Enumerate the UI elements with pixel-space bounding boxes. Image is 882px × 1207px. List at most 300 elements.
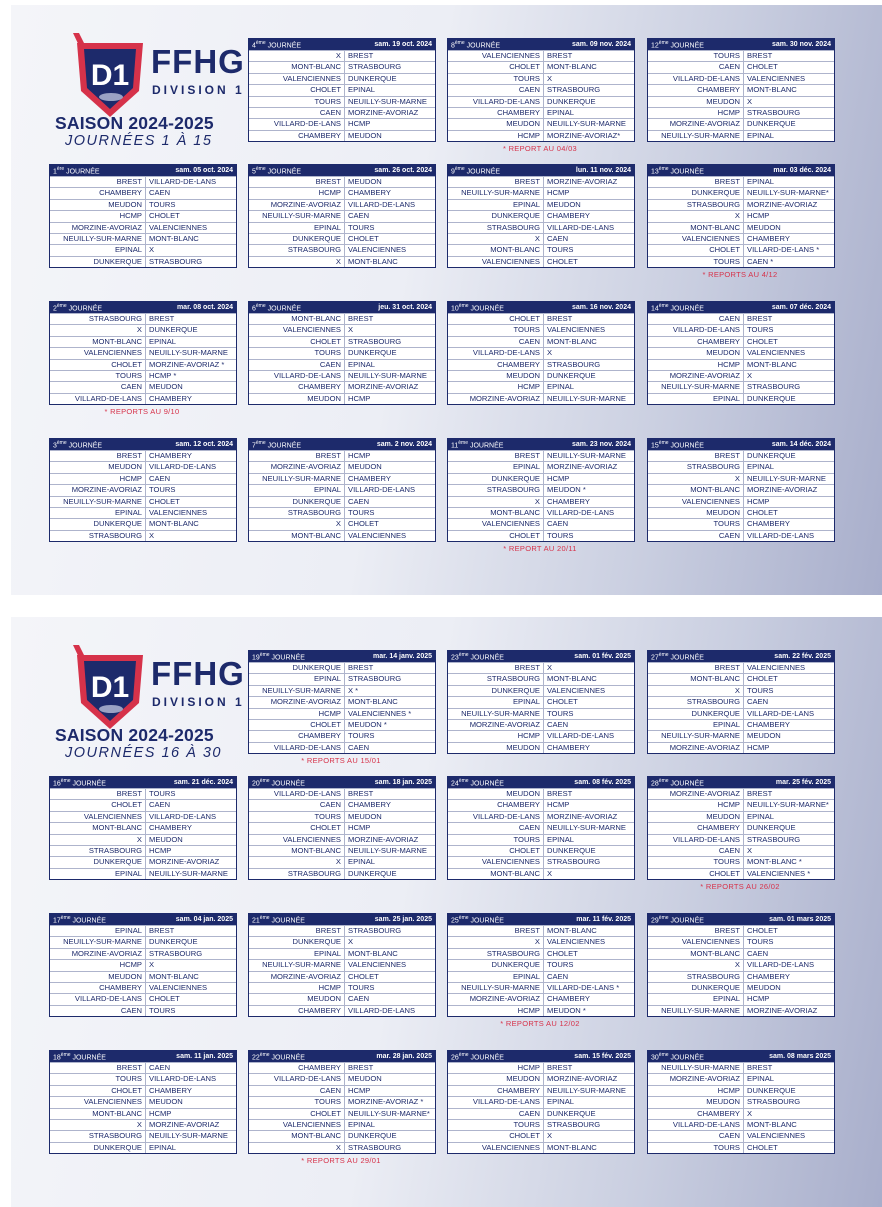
away-team: TOURS [149, 199, 176, 209]
home-team: CHAMBERY [249, 731, 345, 741]
away-team: VALENCIENNES * [747, 868, 811, 878]
matchday-header [50, 165, 236, 176]
season-title: SAISON 2024-2025 [55, 113, 214, 133]
away-team: STRASBOURG [348, 62, 402, 72]
matchday-date: mar. 08 oct. 2024 [176, 304, 233, 311]
match-row [648, 199, 834, 210]
home-team: BREST [448, 451, 544, 461]
home-team: MORZINE-AVORIAZ [448, 994, 544, 1004]
matchday-header [648, 439, 834, 450]
home-team: EPINAL [648, 394, 744, 404]
match-row [50, 507, 236, 518]
away-team: CHAMBERY [547, 742, 590, 752]
away-team: MONT-BLANC [149, 233, 199, 243]
matchday-date: sam. 26 oct. 2024 [374, 167, 432, 174]
home-team: VILLARD-DE-LANS [249, 371, 345, 381]
journee-label: JOURNÉE [468, 442, 504, 450]
home-team: TOURS [448, 325, 544, 335]
match-row [448, 1096, 634, 1107]
match-row [648, 130, 834, 141]
away-team: NEUILLY-SUR-MARNE [747, 473, 826, 483]
away-team: VALENCIENNES [149, 982, 208, 992]
match-row [448, 313, 634, 324]
match-row [50, 1005, 236, 1016]
matchday-header [50, 914, 236, 925]
home-team: MEUDON [448, 119, 544, 129]
match-row [249, 730, 435, 741]
match-row [648, 256, 834, 267]
away-team: CAEN [348, 211, 370, 221]
match-row [648, 834, 834, 845]
away-team: TOURS [747, 937, 774, 947]
home-team: STRASBOURG [50, 314, 146, 324]
away-team: DUNKERQUE [547, 845, 596, 855]
match-row [249, 50, 435, 61]
match-row [448, 799, 634, 810]
season-title: SAISON 2024-2025 [55, 725, 214, 745]
matchday-card-2 [49, 301, 237, 405]
home-team: BREST [648, 177, 744, 187]
matchday-date: sam. 04 jan. 2025 [175, 916, 233, 923]
ordinal-suffix: ème [255, 39, 266, 46]
home-team: DUNKERQUE [50, 519, 146, 529]
match-row [448, 696, 634, 707]
match-row [249, 84, 435, 95]
away-team: TOURS [547, 960, 574, 970]
match-row [448, 673, 634, 684]
away-team: VALENCIENNES * [348, 708, 412, 718]
away-team: HCMP [547, 188, 570, 198]
journee-label: JOURNÉE [668, 917, 704, 925]
matchday-header [50, 439, 236, 450]
match-row [448, 708, 634, 719]
match-row [249, 244, 435, 255]
home-team: MORZINE-AVORIAZ [648, 119, 744, 129]
away-team: CHAMBERY [747, 719, 790, 729]
home-team: VILLARD-DE-LANS [448, 348, 544, 358]
matchday-card-10 [447, 301, 635, 405]
match-row [648, 993, 834, 1004]
match-row [249, 1119, 435, 1130]
matchday-date: sam. 2 nov. 2024 [376, 441, 432, 448]
match-row [648, 473, 834, 484]
away-team: CHOLET [348, 519, 379, 529]
away-team: VILLARD-DE-LANS [747, 960, 815, 970]
match-row [448, 685, 634, 696]
match-row [50, 381, 236, 392]
matchday-card-28 [647, 776, 835, 880]
away-team: DUNKERQUE [348, 73, 397, 83]
away-team: MORZINE-AVORIAZ [547, 177, 618, 186]
ordinal-suffix: ème [454, 165, 465, 172]
match-row [50, 1062, 236, 1073]
matchday-card-26 [447, 1050, 635, 1154]
schedule-sheet-1 [11, 5, 882, 595]
away-team: BREST [348, 663, 374, 672]
home-team: BREST [249, 926, 345, 936]
away-team: CHAMBERY [149, 1085, 192, 1095]
matchday-header [249, 439, 435, 450]
home-team: CHOLET [249, 337, 345, 347]
matchday-header [249, 914, 435, 925]
journee-label: JOURNÉE [468, 917, 504, 925]
home-team: MORZINE-AVORIAZ [648, 1074, 744, 1084]
ordinal-suffix: ème [458, 914, 469, 921]
match-row [448, 73, 634, 84]
away-team: EPINAL [149, 1142, 177, 1152]
home-team: HCMP [648, 1086, 744, 1096]
match-row [448, 450, 634, 461]
home-team: NEUILLY-SUR-MARNE [249, 960, 345, 970]
match-row [448, 359, 634, 370]
away-team: EPINAL [747, 811, 775, 821]
schedule-sheet-2 [11, 617, 882, 1207]
match-row [50, 811, 236, 822]
away-team: MORZINE-AVORIAZ * [348, 1097, 424, 1107]
away-team: STRASBOURG [348, 336, 402, 346]
journee-label: JOURNÉE [668, 1054, 704, 1062]
matchday-num-value: 14 [651, 305, 659, 313]
away-team: HCMP [547, 473, 570, 483]
match-row [448, 993, 634, 1004]
away-team: X [547, 348, 553, 358]
matchday-card-30 [647, 1050, 835, 1154]
journee-label: JOURNÉE [668, 442, 704, 450]
match-row [648, 1096, 834, 1107]
away-team: VALENCIENNES [547, 325, 606, 335]
away-team: MONT-BLANC [348, 948, 398, 958]
journee-label: JOURNÉE [464, 42, 501, 50]
match-row [648, 1108, 834, 1119]
match-row [448, 1062, 634, 1073]
home-team: TOURS [50, 1074, 146, 1084]
match-row [448, 461, 634, 472]
journee-label: JOURNÉE [70, 780, 106, 788]
away-team: CAEN [348, 994, 370, 1004]
away-team: CHAMBERY [348, 800, 391, 810]
match-row [648, 685, 834, 696]
home-team: DUNKERQUE [249, 663, 345, 673]
home-team: X [50, 325, 146, 335]
home-team: CHAMBERY [249, 1063, 345, 1073]
match-row [648, 788, 834, 799]
away-team: MEUDON [348, 177, 382, 186]
match-row [648, 971, 834, 982]
home-team: MORZINE-AVORIAZ [249, 972, 345, 982]
away-team: STRASBOURG [547, 359, 601, 369]
match-row [249, 959, 435, 970]
match-row [648, 1085, 834, 1096]
match-row [50, 1108, 236, 1119]
matchday-num-value: 28 [651, 780, 659, 788]
match-row [249, 971, 435, 982]
away-team: DUNKERQUE [747, 1085, 796, 1095]
home-team: NEUILLY-SUR-MARNE [249, 686, 345, 696]
matchday-date: sam. 16 nov. 2024 [571, 304, 631, 311]
away-team: CHAMBERY [149, 393, 192, 403]
match-row [249, 496, 435, 507]
away-team: EPINAL [747, 1074, 775, 1084]
home-team: MEUDON [448, 371, 544, 381]
away-team: DUNKERQUE [547, 370, 596, 380]
match-row [448, 788, 634, 799]
home-team: STRASBOURG [648, 462, 744, 472]
matchday-header [648, 651, 834, 662]
home-team: EPINAL [448, 697, 544, 707]
matchday-date: jeu. 31 oct. 2024 [378, 304, 432, 311]
home-team: CHOLET [648, 869, 744, 879]
away-team: EPINAL [747, 462, 775, 472]
match-row [648, 84, 834, 95]
away-team: HCMP [348, 451, 371, 460]
matchday-number [451, 440, 503, 449]
match-row [50, 925, 236, 936]
journee-label: JOURNÉE [668, 305, 704, 313]
match-row [50, 256, 236, 267]
away-team: MONT-BLANC [149, 519, 199, 529]
journee-label: JOURNÉE [265, 42, 302, 50]
match-row [50, 370, 236, 381]
matchday-number [53, 303, 102, 312]
home-team: CAEN [249, 360, 345, 370]
away-team: MONT-BLANC [547, 1142, 597, 1152]
division-label: DIVISION 1 [152, 83, 245, 97]
match-row [648, 210, 834, 221]
away-team: TOURS [149, 485, 176, 495]
matchday-number [651, 440, 704, 449]
match-row [50, 233, 236, 244]
matchday-header [648, 1051, 834, 1062]
matchday-header [50, 302, 236, 313]
home-team: STRASBOURG [648, 200, 744, 210]
matchday-date: mar. 14 janv. 2025 [372, 653, 432, 660]
away-team: CAEN [149, 800, 171, 810]
journee-label: JOURNÉE [668, 780, 704, 788]
away-team: MORZINE-AVORIAZ [547, 811, 618, 821]
away-team: VILLARD-DE-LANS [149, 1074, 217, 1084]
away-team: BREST [547, 789, 573, 798]
away-team: MEUDON [348, 1074, 382, 1084]
match-row [448, 484, 634, 495]
away-team: NEUILLY-SUR-MARNE* [747, 800, 829, 810]
away-team: DUNKERQUE [149, 937, 198, 947]
matchday-date: mar. 03 déc. 2024 [773, 167, 831, 174]
home-team: CHAMBERY [249, 382, 345, 392]
away-team: VALENCIENNES [747, 73, 806, 83]
ordinal-suffix: ème [658, 914, 669, 921]
home-team: NEUILLY-SUR-MARNE [50, 937, 146, 947]
journee-label: JOURNÉE [269, 1054, 305, 1062]
home-team: MEUDON [648, 508, 744, 518]
ordinal-suffix: ème [658, 302, 669, 309]
matchday-header [648, 777, 834, 788]
home-team: BREST [50, 789, 146, 799]
away-team: VILLARD-DE-LANS [547, 507, 615, 517]
match-row [448, 936, 634, 947]
home-team: CAEN [249, 800, 345, 810]
home-team: MONT-BLANC [648, 949, 744, 959]
home-team: MONT-BLANC [448, 245, 544, 255]
away-team: EPINAL [547, 834, 575, 844]
matchday-card-1 [49, 164, 237, 268]
away-team: CHAMBERY [747, 233, 790, 243]
home-team: MONT-BLANC [249, 62, 345, 72]
away-team: BREST [747, 314, 773, 323]
home-team: DUNKERQUE [249, 937, 345, 947]
home-team: CHOLET [648, 245, 744, 255]
match-row [50, 936, 236, 947]
matchday-card-7 [248, 438, 436, 542]
home-team: CHOLET [249, 720, 345, 730]
home-team: CHOLET [448, 62, 544, 72]
matchday-card-17 [49, 913, 237, 1017]
match-row [648, 187, 834, 198]
match-row [50, 799, 236, 810]
away-team: MEUDON [348, 130, 382, 140]
home-team: MONT-BLANC [648, 223, 744, 233]
journee-label: JOURNÉE [265, 168, 302, 176]
matchday-card-19 [248, 650, 436, 754]
match-row [249, 708, 435, 719]
home-team: HCMP [648, 360, 744, 370]
away-team: VALENCIENNES [747, 663, 806, 672]
home-team: VALENCIENNES [50, 348, 146, 358]
ordinal-suffix: ème [56, 302, 67, 309]
brand-name: FFHG [151, 43, 245, 80]
match-row [648, 925, 834, 936]
away-team: EPINAL [547, 1097, 575, 1107]
match-row [648, 450, 834, 461]
away-team: BREST [348, 314, 374, 323]
home-team: MONT-BLANC [249, 1131, 345, 1141]
home-team: DUNKERQUE [448, 211, 544, 221]
home-team: CHAMBERY [648, 337, 744, 347]
match-row [50, 982, 236, 993]
away-team: HCMP [747, 496, 770, 506]
matchday-header [50, 777, 236, 788]
matchday-num-value: 24 [451, 780, 459, 788]
match-row [448, 107, 634, 118]
away-team: NEUILLY-SUR-MARNE* [747, 188, 829, 198]
matchday-header [448, 777, 634, 788]
away-team: VILLARD-DE-LANS * [547, 982, 620, 992]
away-team: NEUILLY-SUR-MARNE [149, 348, 228, 358]
match-row [50, 788, 236, 799]
away-team: STRASBOURG [747, 107, 801, 117]
home-team: VILLARD-DE-LANS [648, 74, 744, 84]
away-team: TOURS [547, 245, 574, 255]
home-team: VILLARD-DE-LANS [249, 119, 345, 129]
match-row [448, 1119, 634, 1130]
home-team: DUNKERQUE [50, 857, 146, 867]
home-team: DUNKERQUE [249, 497, 345, 507]
home-team: CHAMBERY [249, 131, 345, 141]
match-row [249, 685, 435, 696]
match-row [648, 948, 834, 959]
match-row [448, 50, 634, 61]
home-team: X [50, 1120, 146, 1130]
away-team: HCMP [747, 994, 770, 1004]
match-row [50, 845, 236, 856]
matchday-num-value: 19 [252, 654, 260, 662]
match-row [648, 233, 834, 244]
home-team: STRASBOURG [448, 485, 544, 495]
home-team: BREST [648, 663, 744, 673]
home-team: VALENCIENNES [50, 1097, 146, 1107]
home-team: BREST [448, 926, 544, 936]
matchday-card-9 [447, 164, 635, 268]
home-team: X [249, 857, 345, 867]
match-row [448, 822, 634, 833]
matchday-date: sam. 14 déc. 2024 [771, 441, 831, 448]
matchday-header [648, 39, 834, 50]
home-team: HCMP [448, 1063, 544, 1073]
match-row [648, 61, 834, 72]
matchday-header [448, 1051, 634, 1062]
away-team: VALENCIENNES [348, 960, 407, 970]
match-row [249, 1005, 435, 1016]
matchday-num-value: 4 [252, 42, 256, 50]
home-team: EPINAL [249, 485, 345, 495]
matchday-num-value: 6 [252, 305, 256, 313]
match-row [448, 393, 634, 404]
match-row [448, 1130, 634, 1141]
match-row [249, 518, 435, 529]
away-team: NEUILLY-SUR-MARNE* [348, 1108, 430, 1118]
away-team: TOURS [348, 731, 375, 741]
match-row [448, 530, 634, 541]
away-team: CHAMBERY [149, 823, 192, 833]
matchday-number [651, 915, 704, 924]
home-team: EPINAL [50, 926, 146, 936]
logo-text: D1 [90, 671, 130, 704]
home-team: MORZINE-AVORIAZ [50, 949, 146, 959]
matchday-date: sam. 08 mars 2025 [769, 1053, 831, 1060]
away-team: MEUDON [747, 222, 781, 232]
matchday-header [448, 165, 634, 176]
report-note: * REPORTS AU 29/01 [301, 1156, 381, 1165]
match-row [249, 742, 435, 753]
matchday-header [50, 1051, 236, 1062]
home-team: TOURS [249, 1097, 345, 1107]
match-row [648, 719, 834, 730]
match-row [648, 244, 834, 255]
matchday-num-value: 22 [252, 1054, 260, 1062]
home-team: MONT-BLANC [448, 869, 544, 879]
match-row [448, 130, 634, 141]
home-team: HCMP [448, 731, 544, 741]
matchday-num-value: 13 [651, 168, 659, 176]
match-row [448, 233, 634, 244]
home-team: CHOLET [448, 531, 544, 541]
match-row [50, 461, 236, 472]
home-team: MONT-BLANC [50, 1109, 146, 1119]
home-team: EPINAL [448, 200, 544, 210]
ordinal-suffix: ème [458, 651, 469, 658]
match-row [249, 359, 435, 370]
home-team: NEUILLY-SUR-MARNE [50, 234, 146, 244]
matchday-card-27 [647, 650, 835, 754]
match-row [448, 210, 634, 221]
home-team: BREST [448, 663, 544, 673]
match-row [648, 336, 834, 347]
away-team: DUNKERQUE [747, 393, 796, 403]
match-row [448, 496, 634, 507]
away-team: CAEN [149, 188, 171, 198]
home-team: EPINAL [648, 994, 744, 1004]
away-team: NEUILLY-SUR-MARNE [149, 1131, 228, 1141]
ordinal-suffix: ème [658, 439, 669, 446]
